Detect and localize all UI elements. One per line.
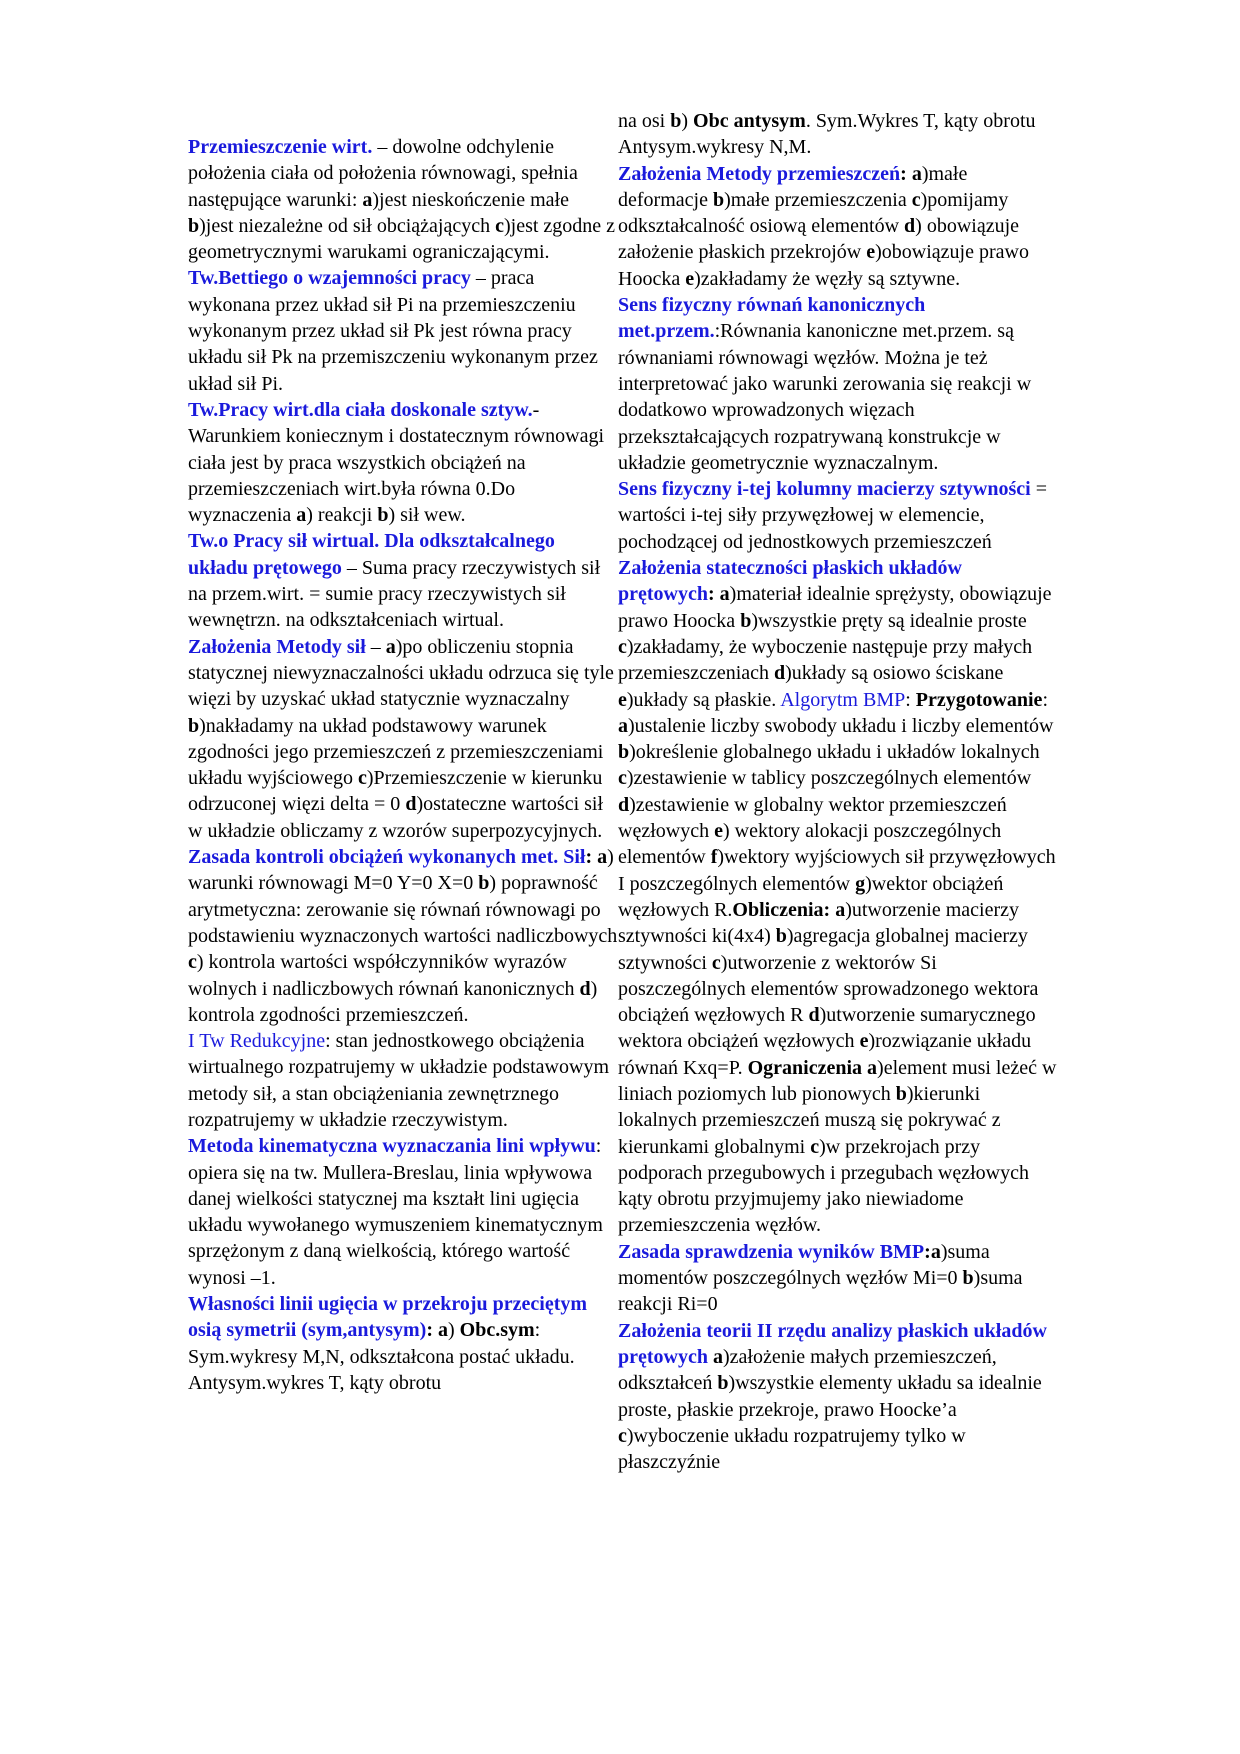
text: )element musi leżeć w liniach poziomych lub pionowych [618,1056,1057,1105]
marker: b [188,214,200,237]
text: : [1042,688,1048,711]
marker: b [775,925,787,948]
text: )nakładamy na układ podstawowy warunek zgodności jego przemieszczeń z przemieszczeniami układu wyjściowego [188,714,604,790]
text: . Sym.Wykres T, kąty obrotu Antysym.wykresy N,M. [618,110,1036,159]
heading-przemieszczenie-wirt: Przemieszczenie wirt. [188,136,373,158]
text: )wszystkie pręty są idealnie proste [751,609,1027,632]
text: : [900,162,912,185]
marker: b [377,504,389,527]
text: ) [681,110,694,132]
marker: e [714,820,723,843]
marker: a [712,1345,723,1368]
text: )małe deformacje [618,162,968,211]
marker: d [774,662,786,685]
heading-sens-fizyczny-kolumny: Sens fizyczny i-tej kolumny macierzy sztywności [618,478,1031,501]
marker: b [618,741,630,764]
text: - Warunkiem koniecznym i dostatecznym równowagi ciała jest by praca wszystkich obciążeń na przemieszczeniach wirt.była równa 0.Do wyznaczenia [188,398,605,527]
text: )jest niezależne od sił obciążających [199,214,496,237]
heading-zalozenia-metody-sil: Założenia Metody sił [188,635,366,658]
text: )zestawienie w globalny wektor przemieszczeń węzłowych [618,793,1007,843]
marker: c [495,214,504,237]
paragraph-zalozenia-statecznosci [618,555,1058,1239]
text: )utworzenie macierzy sztywności ki(4x4) [618,898,1019,948]
marker: f [710,846,718,869]
paragraph-zasada-kontroli [188,844,618,1028]
text: )zestawienie w tablicy poszczególnych elementów [626,767,1032,790]
marker: b [670,110,682,132]
marker: b [188,714,200,737]
heading-tw-pracy-sil-wirtual: Tw.o Pracy sił wirtual. Dla odkształcalnego układu prętowego [188,530,555,579]
marker: b [717,1372,729,1395]
heading-algorytm-bmp: Algorytm BMP [780,688,906,711]
marker: b [895,1082,907,1105]
heading-sens-fizyczny-rownan: Sens fizyczny równań kanonicznych met.przem. [618,294,926,343]
heading-i-tw-redukcyjne: I Tw Redukcyjne [188,1030,326,1053]
marker: a [930,1240,941,1263]
text: – [365,635,386,658]
subheading-ograniczenia: Ograniczenia [747,1056,863,1079]
text: = wartości i-tej siły przywęzłowej w elemencie, pochodzącej od jednostkowych przemieszczeń [618,478,1047,553]
text: : Sym.wykresy M,N, odkształcona postać układu. Antysym.wykres T, kąty obrotu [188,1319,575,1394]
subheading-przygotowanie: Przygotowanie [915,688,1043,711]
marker: Obc antysym [693,110,806,132]
text: – dowolne odchylenie położenia ciała od położenia równowagi, spełnia następujące warunki: [188,136,578,211]
marker: d [579,977,591,1000]
marker: d [904,215,916,238]
text: :Równania kanoniczne met.przem. są równaniami równowagi węzłów. Można je też interpretować jako warunki zerowania się reakcji w dodatkowo wprowadzonych więzach przekształcających rozpatrywaną konstrukcje w układzie geometrycznie wyznaczalnym. [618,320,1032,474]
text: )określenie globalnego układu i układów lokalnych [629,741,1040,764]
marker: e [866,241,876,264]
heading-tw-pracy-wirt: Tw.Pracy wirt.dla ciała doskonale sztyw. [188,398,533,421]
text: )suma reakcji Ri=0 [618,1267,1023,1316]
text: : stan jednostkowego obciążenia wirtualnego rozpatrujemy w układzie podstawowym metody sił, a stan obciążeniania zewnętrznego rozpatrujemy w układzie rzeczywistym. [188,1030,609,1131]
marker: c [357,767,367,790]
text: )Przemieszczenie w kierunku odrzuconej więzi delta = 0 [188,767,603,816]
text: )jest zgodne z geometrycznymi warukami ograniczającymi. [188,214,616,264]
text: : [707,583,720,606]
text: )utworzenie z wektorów Si poszczególnych elementów sprowadzonego wektora obciążeń węzłowych R [618,951,1039,1027]
paragraph-sens-fizyczny-rownan [618,292,1058,476]
marker: c [810,1135,820,1158]
text: : opiera się na tw. Mullera-Breslau, linia wpływowa danej wielkości statycznej ma kształt lini ugięcia układu wywołanego wymuszeniem kinematycznym sprzężonym z daną wielkością, którego wartość wynosi –1. [188,1135,603,1289]
marker: c [711,951,721,974]
text: )ostateczne wartości sił w układzie obliczamy z wzorów superpozycyjnych. [188,793,604,842]
marker: a [911,162,922,185]
text: : [905,688,916,711]
text: ) [447,1319,460,1342]
marker: d [618,793,630,816]
text: )układy są płaskie. [626,688,781,711]
paragraph-tw-pracy-sil-wirtual [188,528,618,633]
marker: c [618,767,627,790]
heading-zasada-sprawdzenia-bmp: Zasada sprawdzenia wyników BMP [618,1240,925,1263]
text: : [585,846,598,869]
marker: a [296,504,307,527]
text: )utworzenie sumarycznego wektora obciążeń węzłowych [618,1004,1036,1053]
marker: g [855,872,866,895]
marker: a [867,1056,878,1079]
text: ) obowiązuje założenie płaskich przekrojów [618,215,1020,264]
text: ) warunki równowagi M=0 Y=0 X=0 [188,846,614,895]
marker: e [685,267,695,290]
text: ) kontrola wartości współczynników wyrazów wolnych i nadliczbowych równań kanonicznych [188,951,580,1000]
text: – Suma pracy rzeczywistych sił na przem.wirt. = sumie pracy rzeczywistych sił wewnętrzn. na odkształceniach wirtual. [188,556,601,632]
paragraph-metoda-kinematyczna [188,1133,618,1291]
heading-zasada-kontroli: Zasada kontroli obciążeń wykonanych met. Sił [188,846,586,869]
marker: e [618,688,627,711]
text: )suma momentów poszczególnych węzłów Mi=0 [618,1240,990,1290]
text: )zakładamy że węzły są sztywne. [694,267,961,290]
paragraph-zalozenia-metody-sil [188,634,618,844]
marker: a [385,635,396,658]
paragraph-wlasnosci-linii-ugiecia [188,1291,618,1396]
text: )kierunki lokalnych przemieszczeń muszą się pokrywać z kierunkami globalnymi [618,1082,1001,1158]
marker: c [618,1424,627,1447]
marker: b [962,1267,974,1290]
text: )pomijamy odkształcalność osiową elementów [618,188,1009,238]
marker: d [808,1004,820,1027]
heading-zalozenia-metody-przemieszczen: Założenia Metody przemieszczeń [618,162,901,185]
paragraph-zalozenia-metody-przemieszczen [618,161,1058,292]
text: )rozwiązanie układu równań Kxq=P. [618,1030,1032,1079]
text: )zakładamy, że wyboczenie następuje przy małych przemieszczeniach [618,635,1033,685]
heading-metoda-kinematyczna: Metoda kinematyczna wyznaczania lini wpływu [188,1135,596,1158]
text: ) reakcji [306,504,378,527]
text: ) sił wew. [388,504,466,527]
text: )wszystkie elementy układu sa idealnie proste, płaskie przekroje, prawo Hoocke’a [618,1372,1042,1421]
subheading-obliczenia: Obliczenia: [732,898,831,921]
text: )po obliczeniu stopnia statycznej niewyznaczalności układu odrzuca się tyle więzi by uzyskać układ statycznie wyznaczalny [188,635,614,711]
marker: a [719,583,730,606]
heading-wlasnosci-linii-ugiecia: Własności linii ugięcia w przekroju przeciętym osią symetrii (sym,antysym) [188,1293,588,1342]
marker: a [618,714,628,737]
text: )założenie małych przemieszczeń, odkształceń [618,1345,997,1395]
text: )agregacja globalnej macierzy sztywności [618,925,1028,974]
marker: b [712,188,725,211]
marker: a [835,898,846,921]
right-column [618,108,1058,1475]
text: )wektor obciążeń węzłowych R. [618,872,1004,921]
paragraph-zasada-sprawdzenia-bmp [618,1239,1058,1318]
text: )małe przemieszczenia [724,188,912,211]
marker: b [740,609,752,632]
text: : [426,1319,438,1342]
text: )obowiązuje prawo Hoocka [618,241,1029,290]
heading-zalozenia-teorii-ii-rzedu: Założenia teorii II rzędu analizy płaskich układów prętowych [618,1319,1047,1368]
text: : [924,1240,931,1263]
marker: c [188,951,197,974]
paragraph-i-tw-redukcyjne [188,1028,618,1133]
left-column [188,134,618,1396]
text: na osi [618,110,671,132]
paragraph-continuation [618,108,1058,161]
text: )wyboczenie układu rozpatrujemy tylko w płaszczyźnie [618,1424,966,1474]
text: ) poprawność arytmetyczna: zerowanie się równań równowagi po podstawieniu wyznaczonych wartości nadliczbowych [188,872,618,947]
text: ) kontrola zgodności przemieszczeń. [188,977,598,1026]
paragraph-zalozenia-teorii-ii-rzedu [618,1318,1058,1476]
text: )wektory wyjściowych sił przywęzłowych I poszczególnych elementów [618,846,1056,895]
text: )układy są osiowo ściskane [785,662,1004,685]
paragraph-przemieszczenie-wirt [188,134,618,265]
marker: a [437,1319,448,1342]
text: – praca wykonana przez układ sił Pi na przemieszczeniu wykonanym przez układ sił Pk jest równa pracy układu sił Pk na przemiszczeniu wykonanym przez układ sił Pi. [188,267,598,395]
marker: e [859,1030,869,1053]
marker: Obc.sym [459,1319,535,1342]
paragraph-tw-bettiego [188,265,618,396]
text: )materiał idealnie sprężysty, obowiązuje prawo Hoocka [618,583,1052,632]
text: ) wektory alokacji poszczególnych elementów [618,820,1002,869]
text: )jest nieskończenie małe [372,188,569,211]
heading-zalozenia-statecznosci: Założenia stateczności płaskich układów prętowych [618,557,962,606]
text: )ustalenie liczby swobody układu i liczby elementów [628,714,1054,737]
marker: b [478,872,490,895]
marker: d [405,793,417,816]
heading-tw-bettiego: Tw.Bettiego o wzajemności pracy [188,267,471,290]
text: )w przekrojach przy podporach przegubowych i przegubach węzłowych kąty obrotu przyjmujemy jako niewiadome przemieszczenia węzłów. [618,1135,1029,1237]
paragraph-sens-fizyczny-kolumny [618,476,1058,555]
marker: a [597,846,608,869]
marker: c [618,635,627,658]
marker: a [362,188,373,211]
marker: c [911,188,921,211]
paragraph-tw-pracy-wirt [188,397,618,528]
